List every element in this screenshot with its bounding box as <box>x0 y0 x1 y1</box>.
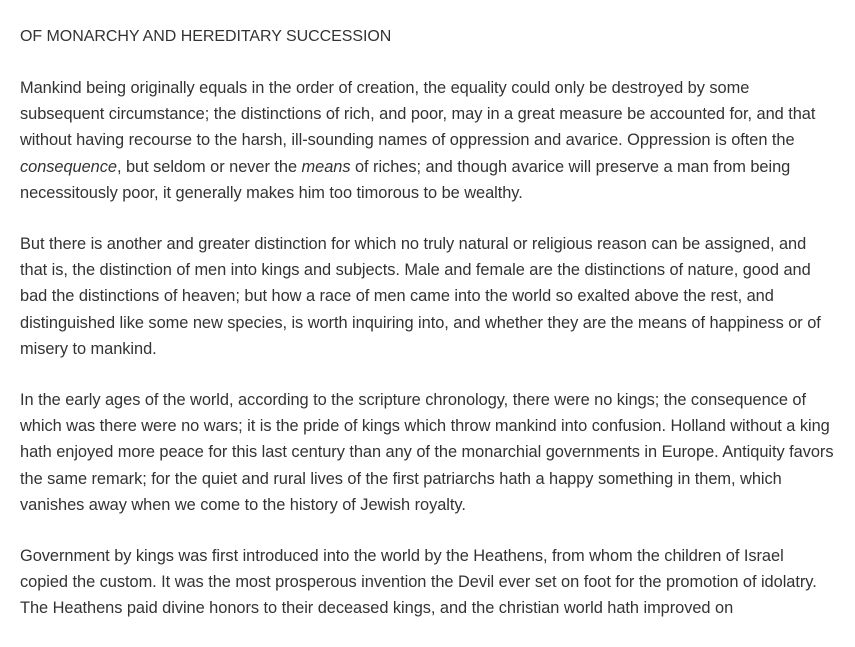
paragraph-4: Government by kings was first introduced into the world by the Heathens, from whom the children of Israel copied the custom. It was the most prosperous invention the Devil ever set on foot for the promotion of idolatry. The Heathens paid divine honors to their deceased kings, and the christian world hath improved on <box>20 547 817 618</box>
section-heading: OF MONARCHY AND HEREDITARY SUCCESSION <box>20 28 392 45</box>
paragraph-1 <box>20 75 835 206</box>
paragraph-2: But there is another and greater distinction for which no truly natural or religious reason can be assigned, and that is, the distinction of men into kings and subjects. Male and female are the distinctions of nature, good and bad the distinctions of heaven; but how a race of men came into the world so exalted above the rest, and distinguished like some new species, is worth inquiring into, and whether they are the means of happiness or of misery to mankind. <box>20 235 821 358</box>
emphasis-means: means <box>301 157 351 176</box>
paragraph-3: In the early ages of the world, according to the scripture chronology, there were no kings; the consequence of which was there were no wars; it is the pride of kings which throw mankind into confusion. Holland without a king hath enjoyed more peace for this last century than any of the monarchial governments in Europe. Antiquity favors the same remark; for the quiet and rural lives of the first patriarchs hath a happy something in them, which vanishes away when we come to the history of Jewish royalty. <box>20 391 834 514</box>
document-body <box>20 24 835 647</box>
emphasis-consequence: consequence <box>20 157 117 176</box>
paragraph-1-text-c: of riches; and though avarice will preserve a man from being necessitously poor, it generally makes him too timorous to be wealthy. <box>20 157 791 202</box>
paragraph-1-text-b: , but seldom or never the <box>116 157 302 176</box>
paragraph-1-text-a: Mankind being originally equals in the order of creation, the equality could only be destroyed by some subsequent circumstance; the distinctions of rich, and poor, may in a great measure be accounted for, and that without having recourse to the harsh, ill-sounding names of oppression and avarice. Oppression is often the <box>20 79 816 150</box>
